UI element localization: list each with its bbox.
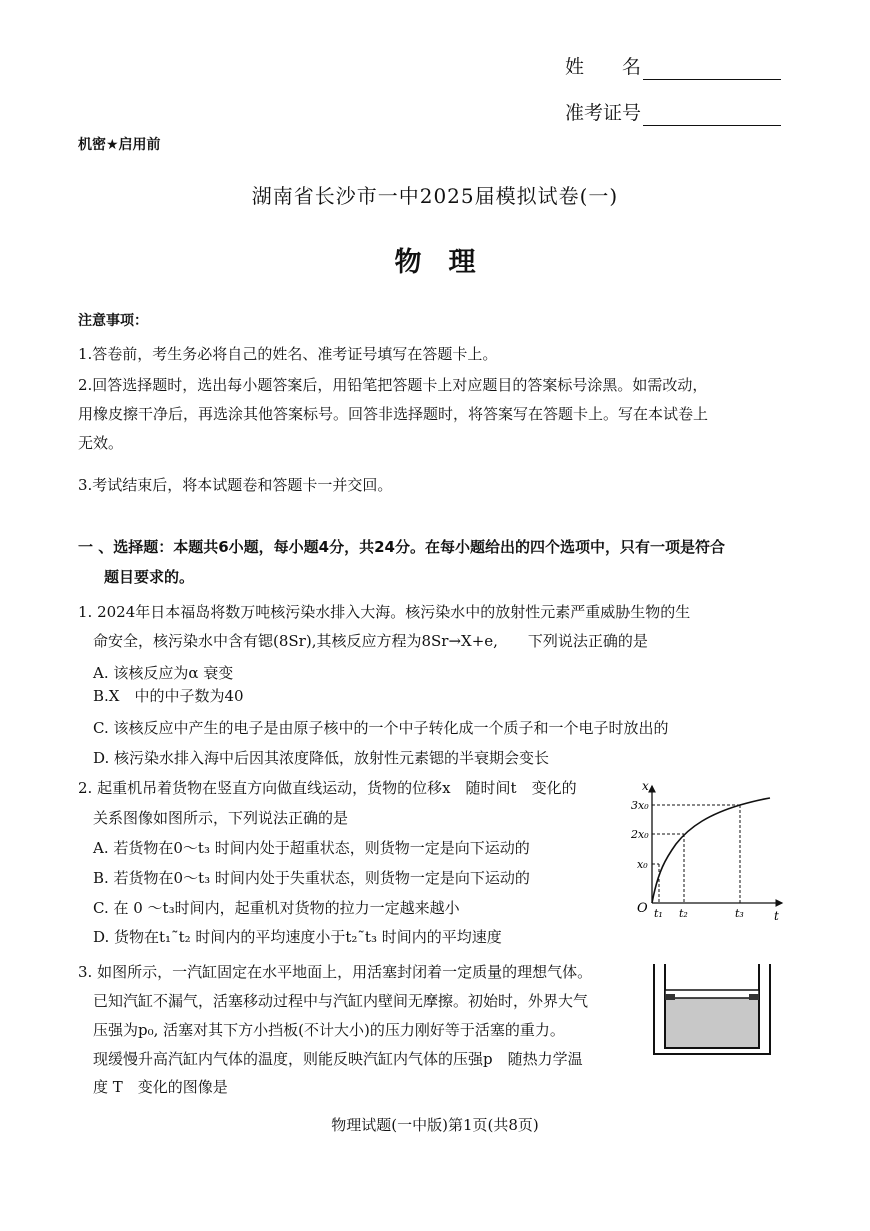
notice-item-2-line-1: 2.回答选择题时，选出每小题答案后，用铅笔把答题卡上对应题目的答案标号涂黑。如需改动，	[78, 376, 708, 394]
q1-line-1: 1. 2024年日本福岛将数万吨核污染水排入大海。核污染水中的放射性元素严重威胁生物的生	[78, 603, 691, 621]
q2-option-c: C. 在 0 ～t₃时间内，起重机对货物的拉力一定越来越小	[93, 899, 460, 917]
name-field	[565, 54, 781, 80]
notice-item-1: 1.答卷前，考生务必将自己的姓名、准考证号填写在答题卡上。	[78, 345, 498, 363]
tick-t3: t₃	[735, 907, 744, 920]
q1-option-a: A. 该核反应为α 衰变	[93, 664, 234, 682]
q1-option-d: D. 核污染水排入海中后因其浓度降低，放射性元素锶的半衰期会变长	[93, 749, 550, 767]
right-stop	[749, 994, 759, 1000]
name-label: 姓 名	[565, 56, 642, 78]
notice-heading: 注意事项：	[78, 313, 148, 329]
tick-3x0: 3x₀	[631, 799, 649, 812]
secret-mark: 机密★启用前	[78, 137, 161, 153]
piston	[665, 990, 759, 998]
q2-xt-graph	[628, 776, 788, 926]
xt-curve	[652, 798, 770, 903]
q3-line-1: 3. 如图所示，一汽缸固定在水平地面上，用活塞封闭着一定质量的理想气体。	[78, 963, 593, 981]
q2-option-d: D. 货物在t₁˜t₂ 时间内的平均速度小于t₂˜t₃ 时间内的平均速度	[93, 928, 502, 946]
q3-line-3: 压强为p₀, 活塞对其下方小挡板(不计大小)的压力刚好等于活塞的重力。	[93, 1021, 565, 1039]
section1-line-2: 题目要求的。	[104, 568, 195, 586]
y-axis-label: x	[642, 779, 649, 793]
page-footer: 物理试题(一中版)第1页(共8页)	[331, 1116, 539, 1134]
notice-item-2-line-2: 用橡皮擦干净后，再选涂其他答案标号。回答非选择题时，将答案写在答题卡上。写在本试卷上	[78, 405, 709, 423]
x-axis-label: t	[774, 909, 779, 923]
q1-option-b: B.X 中的中子数为40	[93, 687, 244, 705]
exam-id-field	[565, 100, 781, 126]
q3-line-5: 度 T 变化的图像是	[93, 1078, 228, 1096]
tick-x0: x₀	[637, 858, 648, 871]
q2-option-b: B. 若货物在0～t₃ 时间内处于失重状态，则货物一定是向下运动的	[93, 869, 530, 887]
gas-region	[666, 998, 758, 1048]
name-blank	[643, 59, 781, 80]
q3-line-4: 现缓慢升高汽缸内气体的温度，则能反映汽缸内气体的压强p 随热力学温	[93, 1050, 583, 1068]
left-stop	[665, 994, 675, 1000]
q2-option-a: A. 若货物在0～t₃ 时间内处于超重状态，则货物一定是向下运动的	[93, 839, 530, 857]
exam-id-label: 准考证号	[565, 102, 642, 124]
tick-2x0: 2x₀	[631, 828, 649, 841]
notice-item-3: 3.考试结束后，将本试题卷和答题卡一并交回。	[78, 476, 393, 494]
tick-t2: t₂	[679, 907, 688, 920]
exam-title: 湖南省长沙市一中2025届模拟试卷(一)	[251, 184, 619, 208]
q1-line-2: 命安全，核污染水中含有锶(8Sr),其核反应方程为8Sr→X+e, 下列说法正确的是	[93, 632, 648, 650]
subject-title: 物 理	[394, 247, 476, 278]
q3-cylinder-figure	[648, 960, 776, 1060]
q2-line-2: 关系图像如图所示，下列说法正确的是	[93, 809, 349, 827]
q1-option-c: C. 该核反应中产生的电子是由原子核中的一个中子转化成一个质子和一个电子时放出的	[93, 719, 669, 737]
origin-label: O	[637, 901, 648, 916]
tick-t1: t₁	[654, 907, 663, 920]
exam-id-blank	[643, 105, 781, 126]
notice-item-2-line-3: 无效。	[78, 434, 124, 452]
q2-line-1: 2. 起重机吊着货物在竖直方向做直线运动，货物的位移x 随时间t 变化的	[78, 779, 577, 797]
section1-line-1: 一 、选择题：本题共6小题，每小题4分，共24分。在每小题给出的四个选项中，只有一项是符合	[78, 538, 725, 556]
q3-line-2: 已知汽缸不漏气，活塞移动过程中与汽缸内壁间无摩擦。初始时，外界大气	[93, 992, 589, 1010]
